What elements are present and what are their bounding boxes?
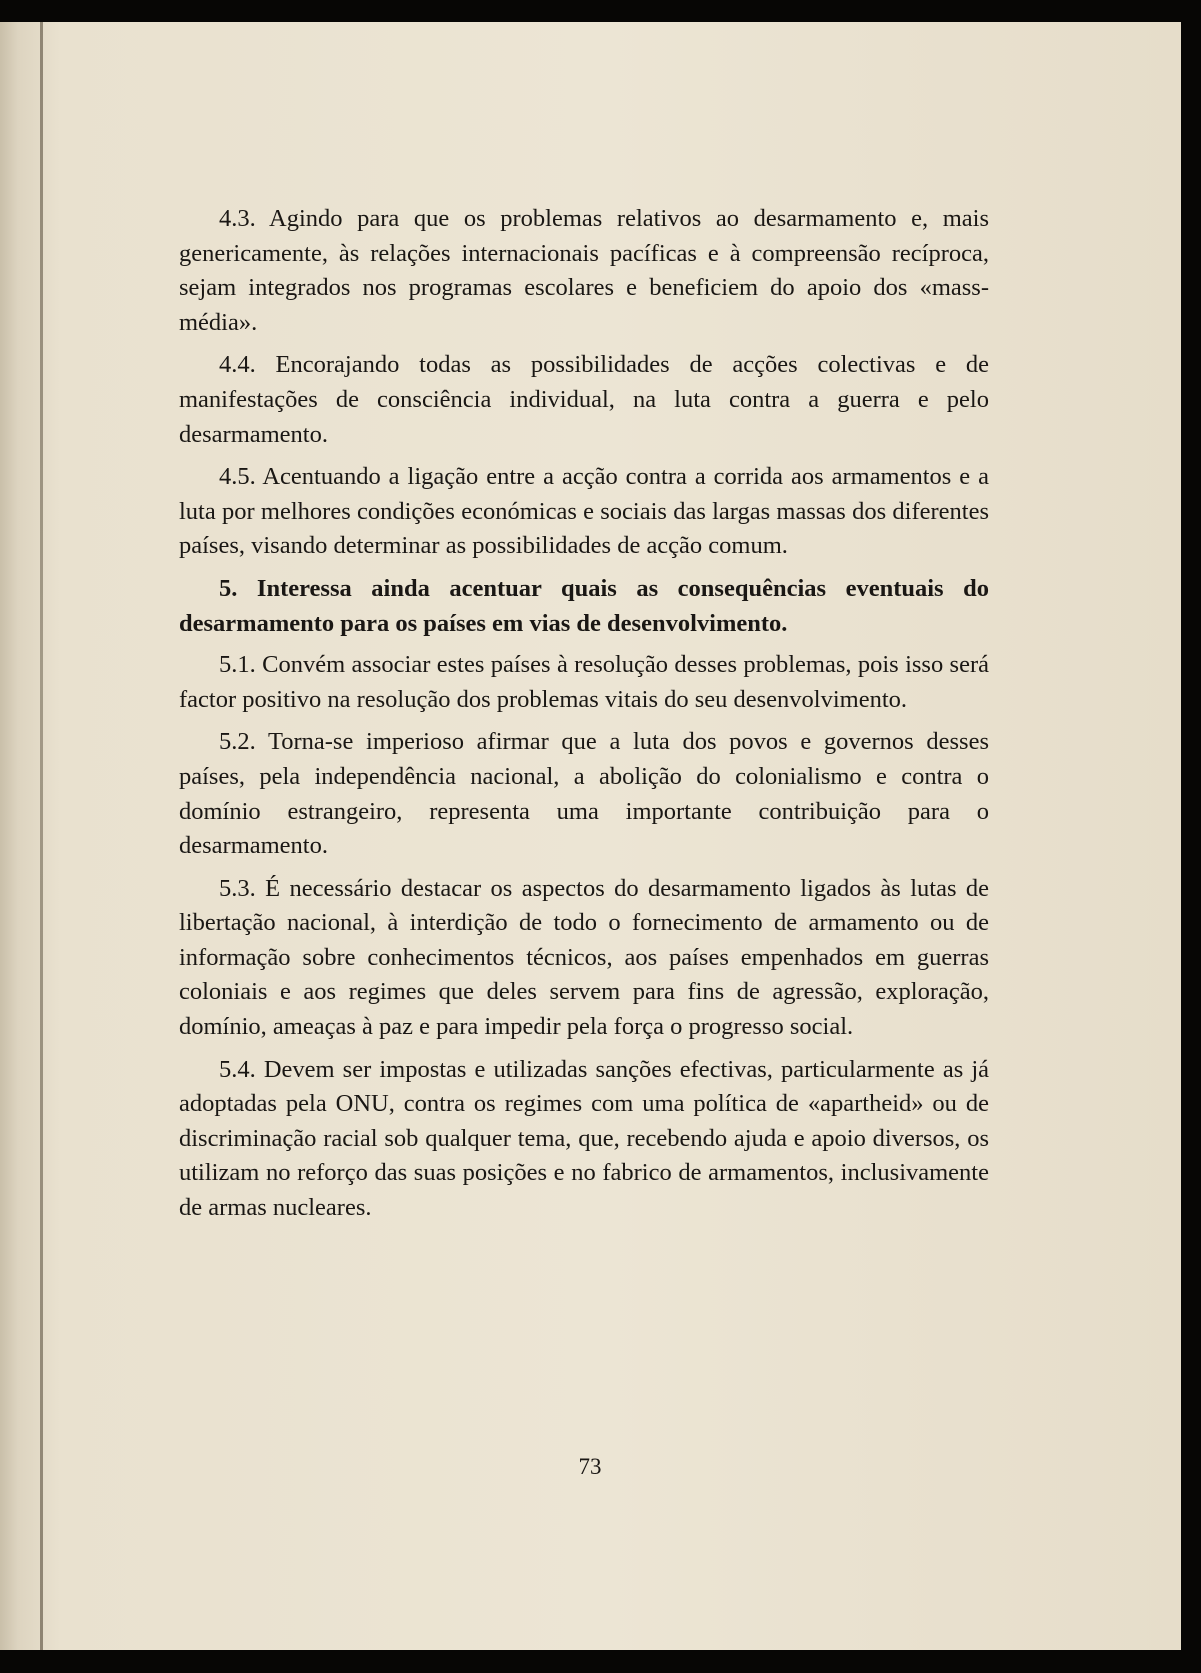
page-number: 73: [578, 1454, 602, 1479]
paragraph-4-3: 4.3. Agindo para que os problemas relativos ao desarmamento e, mais genericamente, às relações internacionais pacíficas e à compreensão recíproca, sejam integrados nos programas escolares e beneficiem do apoio dos «mass-média».: [179, 205, 989, 336]
paragraph-5-heading: 5. Interessa ainda acentuar quais as consequências eventuais do desarmamento para os países em vias de desenvolvimento.: [179, 574, 989, 637]
page-body: [179, 202, 989, 1234]
paragraph-4-4: 4.4. Encorajando todas as possibilidades de acções colectivas e de manifestações de consciência individual, na luta contra a guerra e pelo desarmamento.: [179, 351, 989, 448]
paragraph-5-2: 5.2. Torna-se imperioso afirmar que a luta dos povos e governos desses países, pela independência nacional, a abolição do colonialismo e contra o domínio estrangeiro, representa uma importante contribuição para o desarmamento.: [179, 728, 989, 860]
paragraph-5-1: 5.1. Convém associar estes países à resolução desses problemas, pois isso será factor positivo na resolução dos problemas vitais do seu desenvolvimento.: [179, 651, 989, 713]
paragraph-5-3: 5.3. É necessário destacar os aspectos do desarmamento ligados às lutas de libertação nacional, à interdição de todo o fornecimento de armamento ou de informação sobre conhecimentos técnicos, aos países empenhados em guerras coloniais e aos regimes que deles servem para fins de agressão, exploração, domínio, ameaças à paz e para impedir pela força o progresso social.: [179, 874, 989, 1041]
book-page: [0, 22, 1181, 1650]
paragraph-4-5: 4.5. Acentuando a ligação entre a acção contra a corrida aos armamentos e a luta por melhores condições económicas e sociais das largas massas dos diferentes países, visando determinar as possibilidades de acção comum.: [179, 463, 989, 560]
paragraph-5-4: 5.4. Devem ser impostas e utilizadas sanções efectivas, particularmente as já adoptadas pela ONU, contra os regimes com uma política de «apartheid» ou de discriminação racial sob qualquer tema, que, recebendo ajuda e apoio diversos, os utilizam no reforço das suas posições e no fabrico de armamentos, inclusivamente de armas nucleares.: [179, 1055, 989, 1222]
page-gutter-line: [40, 22, 43, 1650]
